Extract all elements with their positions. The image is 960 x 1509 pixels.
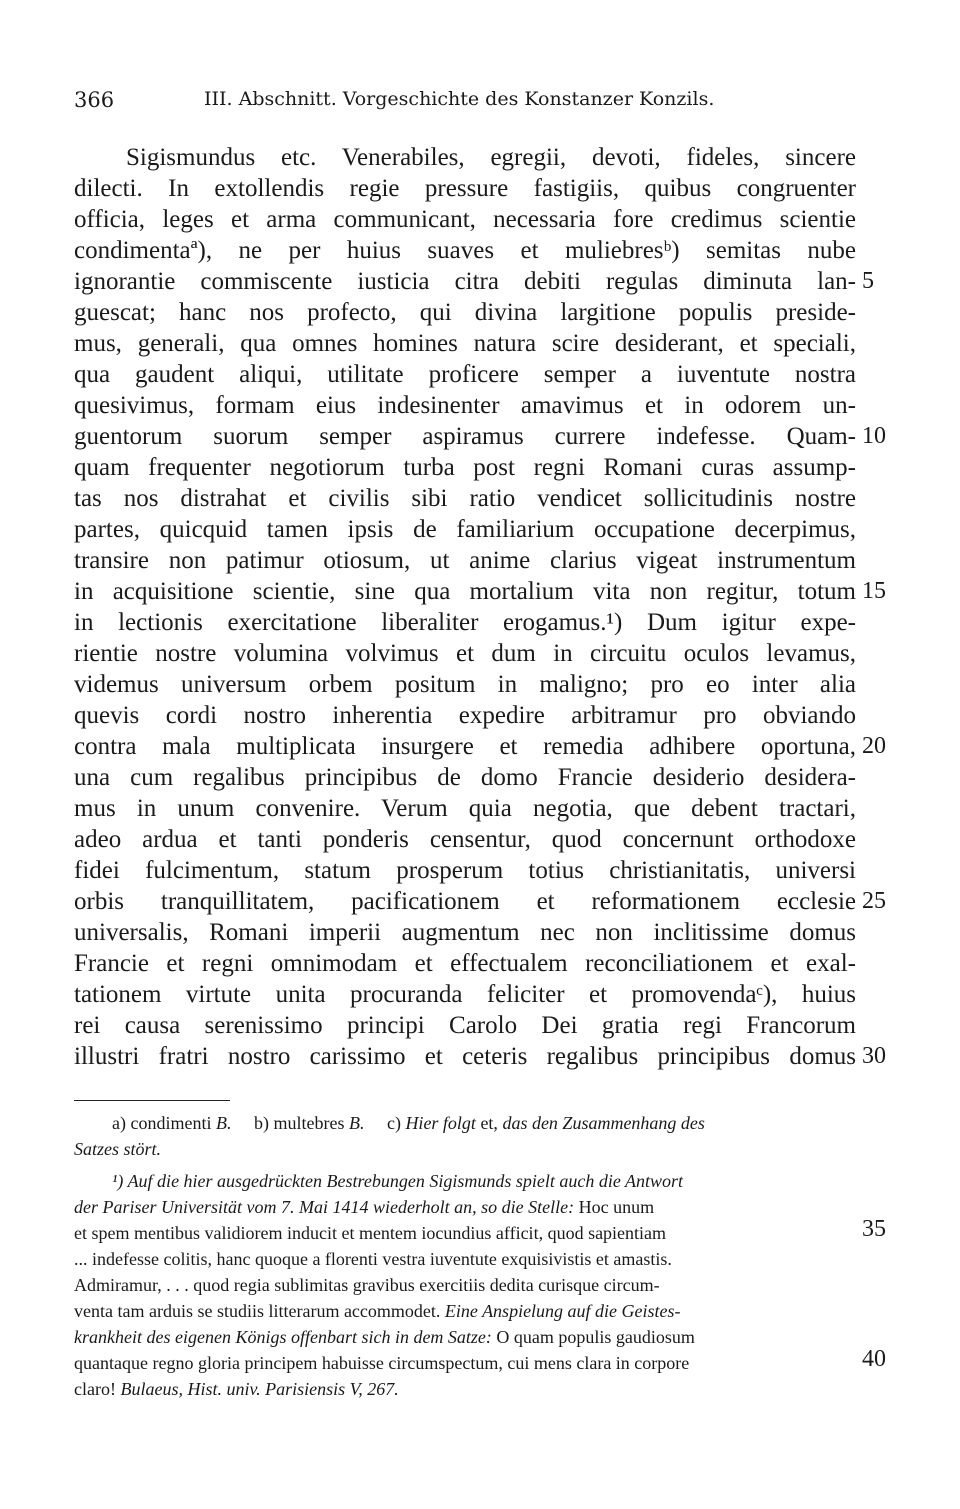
text-line — [74, 297, 856, 328]
text-line-content: tas nos distrahat et civilis sibi ratio vendicet sollicitudinis nostre — [74, 485, 856, 512]
footnote-1-line-5: Admiramur, . . . quod regia sublimitas gravibus exercitiis dedita curisque circum- — [74, 1275, 660, 1295]
text-line — [74, 421, 886, 452]
text-line — [74, 1041, 886, 1072]
text-line-content: quesivimus, formam eius indesinenter amavimus et in odorem un- — [74, 392, 856, 419]
text-line — [74, 328, 856, 359]
line-number: 25 — [862, 888, 886, 914]
text-line — [74, 731, 886, 762]
footnote-1-line-2: der Pariser Universität vom 7. Mai 1414 wiederholt an, so die Stelle: Hoc unum — [74, 1197, 655, 1217]
text-line — [74, 855, 856, 886]
line-number: 5 — [862, 268, 874, 294]
text-line-content: Francie et regni omnimodam et effectualem reconciliationem et exal- — [74, 950, 856, 977]
footnotes — [74, 1110, 886, 1402]
text-line — [74, 390, 856, 421]
text-line — [74, 607, 856, 638]
text-line — [74, 979, 856, 1010]
text-line — [74, 669, 856, 700]
line-number: 40 — [862, 1346, 886, 1372]
text-line — [74, 793, 856, 824]
text-line-content: orbis tranquillitatem, pacificationem et reformationem ecclesie — [74, 888, 856, 915]
text-line-content: quam frequenter negotiorum turba post regni Romani curas assump- — [74, 454, 856, 481]
text-line-content: mus, generali, qua omnes homines natura scire desiderant, et speciali, — [74, 330, 856, 357]
footnote-1-line-9: claro! Bulaeus, Hist. univ. Parisiensis V, 267. — [74, 1379, 399, 1399]
text-line — [74, 204, 856, 235]
text-line — [74, 824, 856, 855]
text-line — [74, 514, 856, 545]
footnote-1-line-7: krankheit des eigenen Königs offenbart sich in dem Satze: O quam populis gaudiosum — [74, 1327, 695, 1347]
footnote-1-line-1: ¹) Auf die hier ausgedrückten Bestrebungen Sigismunds spielt auch die Antwort — [112, 1171, 683, 1191]
main-text — [74, 142, 886, 1072]
text-line-content: in acquisitione scientie, sine qua mortalium vita non regitur, totum — [74, 578, 856, 605]
text-line-content: partes, quicquid tamen ipsis de familiarium occupatione decerpimus, — [74, 516, 856, 543]
text-line-content: universalis, Romani imperii augmentum nec non inclitissime domus — [74, 919, 856, 946]
text-line-content: rei causa serenissimo principi Carolo Dei gratia regi Francorum — [74, 1012, 856, 1039]
text-line-content: qua gaudent aliqui, utilitate proficere semper a iuventute nostra — [74, 361, 856, 388]
text-line-content: Sigismundus etc. Venerabiles, egregii, devoti, fideles, sincere — [126, 144, 856, 171]
text-line-content: quevis cordi nostro inherentia expedire arbitramur pro obviando — [74, 702, 856, 729]
text-line — [74, 142, 856, 173]
page-number: 366 — [74, 88, 115, 112]
text-line-content: una cum regalibus principibus de domo Francie desiderio desidera- — [74, 764, 856, 791]
text-line — [74, 917, 856, 948]
footnote-1-line-6: venta tam arduis se studiis litterarum accommodet. Eine Anspielung auf die Geistes- — [74, 1301, 681, 1321]
text-line-content: rientie nostre volumina volvimus et dum in circuitu oculos levamus, — [74, 640, 856, 667]
text-line-content: guentorum suorum semper aspiramus currere indefesse. Quam- — [74, 423, 856, 450]
line-number: 20 — [862, 733, 886, 759]
text-line-content: transire non patimur otiosum, ut anime clarius vigeat instrumentum — [74, 547, 856, 574]
text-line — [74, 483, 856, 514]
text-line — [74, 235, 856, 266]
text-line — [74, 886, 886, 917]
text-line-content: ignorantie commiscente iusticia citra debiti regulas diminuta lan- — [74, 268, 856, 295]
text-line — [74, 1010, 856, 1041]
text-line-content: videmus universum orbem positum in maligno; pro eo inter alia — [74, 671, 856, 698]
text-line — [74, 359, 856, 390]
text-line-content: guescat; hanc nos profecto, qui divina largitione populis preside- — [74, 299, 856, 326]
text-line-content: illustri fratri nostro carissimo et ceteris regalibus principibus domus — [74, 1043, 856, 1070]
text-line-content: mus in unum convenire. Verum quia negotia, que debent tractari, — [74, 795, 856, 822]
footnote-1-line-4: ... indefesse colitis, hanc quoque a florenti vestra iuventute exquisivistis et amastis. — [74, 1249, 672, 1269]
text-line — [74, 576, 886, 607]
line-number: 30 — [862, 1043, 886, 1069]
text-line-content: officia, leges et arma communicant, necessaria fore credimus scientie — [74, 206, 856, 233]
text-line-content: condimentaª), ne per huius suaves et muliebresᵇ) semitas nube — [74, 237, 856, 264]
text-line — [74, 266, 874, 297]
text-line-content: in lectionis exercitatione liberaliter erogamus.¹) Dum igitur expe- — [74, 609, 856, 636]
footnote-rule — [74, 1100, 230, 1101]
line-number: 35 — [862, 1216, 886, 1242]
footnote-1-line-3: et spem mentibus validiorem inducit et mentem iocundius afficit, quod sapientiam 35 — [74, 1216, 886, 1243]
running-title: III. Abschnitt. Vorgeschichte des Konstanzer Konzils. — [204, 88, 715, 110]
text-line — [74, 948, 856, 979]
text-line — [74, 173, 856, 204]
line-number: 15 — [862, 578, 886, 604]
text-line — [74, 700, 856, 731]
text-line-content: tationem virtute unita procuranda feliciter et promovendaᶜ), huius — [74, 981, 856, 1008]
apparatus-line-2: Satzes stört. — [74, 1139, 162, 1159]
text-line-content: fidei fulcimentum, statum prosperum totius christianitatis, universi — [74, 857, 856, 884]
text-line — [74, 452, 856, 483]
text-line-content: dilecti. In extollendis regie pressure fastigiis, quibus congruenter — [74, 175, 856, 202]
text-line — [74, 638, 856, 669]
text-line — [74, 545, 856, 576]
text-line — [74, 762, 856, 793]
apparatus-line-1: a) condimenti B. b) multebres B. c) Hier folgt et, das den Zusammenhang des — [112, 1113, 705, 1133]
footnote-1-line-8: quantaque regno gloria principem habuisse circumspectum, cui mens clara in corpore 40 — [74, 1346, 886, 1373]
text-line-content: contra mala multiplicata insurgere et remedia adhibere oportuna, — [74, 733, 856, 760]
text-line-content: adeo ardua et tanti ponderis censentur, quod concernunt orthodoxe — [74, 826, 856, 853]
line-number: 10 — [862, 423, 886, 449]
